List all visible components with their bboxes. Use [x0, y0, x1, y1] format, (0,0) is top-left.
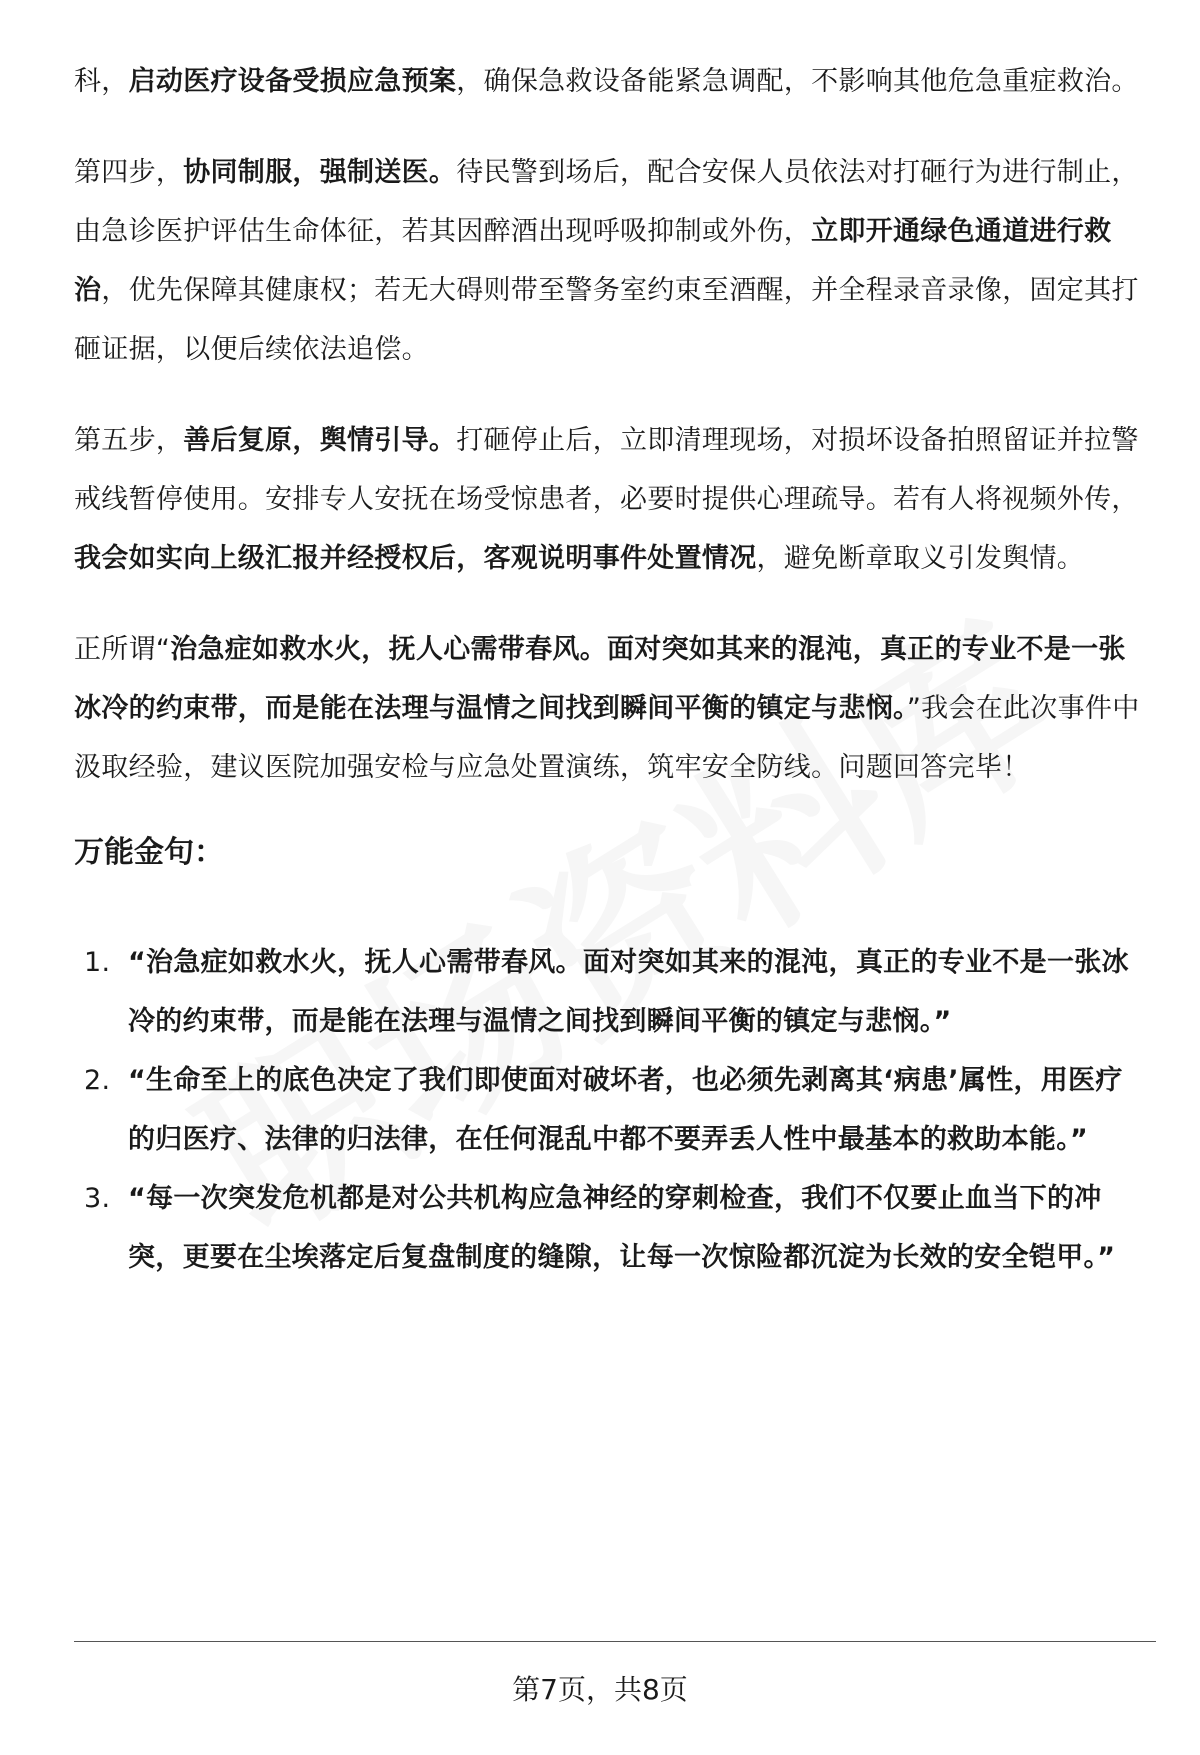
bold-text-run: 启动医疗设备受损应急预案	[128, 66, 457, 97]
text-run: 正所谓“	[74, 634, 171, 665]
section-heading: 万能金句：	[74, 835, 224, 870]
list-item-number: 1.	[84, 947, 111, 978]
bold-text-run: 立即开通绿色通道进行救治	[74, 216, 1112, 306]
text-run: ，避免断章取义引发舆情。	[756, 543, 1085, 574]
text-run: ，优先保障其健康权；若无大碍则带至警务室约束至酒醒，并全程录音录像，固定其打砸证据，以便后续依法追偿。	[74, 275, 1139, 365]
list-item-number: 2.	[84, 1065, 111, 1096]
bold-text-run: 协同制服，强制送医。	[183, 157, 457, 188]
text-run: 打砸停止后，立即清理现场，对损坏设备拍照留证并拉警戒线暂停使用。安排专人安抚在场受惊患者，必要时提供心理疏导。若有人将视频外传，	[74, 425, 1139, 515]
bold-text-run: 治急症如救水火，抚人心需带春风。面对突如其来的混沌，真正的专业不是一张冰冷的约束带，而是能在法理与温情之间找到瞬间平衡的镇定与悲悯。	[74, 634, 1126, 724]
paragraph	[74, 52, 1146, 111]
bold-text-run: 善后复原，舆情引导。	[183, 425, 457, 456]
text-run: 第四步，	[74, 157, 184, 188]
page-number: 第7页，共8页	[512, 1673, 688, 1706]
paragraph	[74, 143, 1146, 379]
text-run: 待民警到场后，配合安保人员依法对打砸行为进行制止，由急诊医护评估生命体征，若其因醉酒出现呼吸抑制或外伤，	[74, 157, 1139, 247]
paragraph	[74, 620, 1146, 797]
list-item	[74, 933, 1146, 1051]
text-run: ”我会在此次事件中汲取经验，建议医院加强安检与应急处置演练，筑牢安全防线。问题回答完毕！	[74, 693, 1140, 783]
list-item	[74, 1169, 1146, 1287]
list-item-text: “每一次突发危机都是对公共机构应急神经的穿刺检查，我们不仅要止血当下的冲突，更要在尘埃落定后复盘制度的缝隙，让每一次惊险都沉淀为长效的安全铠甲。”	[128, 1183, 1116, 1273]
text-run: ，确保急救设备能紧急调配，不影响其他危急重症救治。	[456, 66, 1139, 97]
paragraph	[74, 411, 1146, 588]
quotes-list	[74, 933, 1146, 1287]
paragraphs-container	[74, 52, 1146, 797]
list-item-text: “生命至上的底色决定了我们即使面对破坏者，也必须先剥离其‘病患’属性，用医疗的归医疗、法律的归法律，在任何混乱中都不要弄丢人性中最基本的救助本能。”	[128, 1065, 1123, 1155]
text-run: 第五步，	[74, 425, 184, 456]
footer-divider	[74, 1641, 1156, 1642]
document-body	[74, 52, 1146, 1287]
bold-text-run: 我会如实向上级汇报并经授权后，客观说明事件处置情况	[74, 543, 757, 574]
list-item-number: 3.	[84, 1183, 111, 1214]
text-run: 科，	[74, 66, 129, 97]
list-item-text: “治急症如救水火，抚人心需带春风。面对突如其来的混沌，真正的专业不是一张冰冷的约束带，而是能在法理与温情之间找到瞬间平衡的镇定与悲悯。”	[128, 947, 1129, 1037]
list-item	[74, 1051, 1146, 1169]
